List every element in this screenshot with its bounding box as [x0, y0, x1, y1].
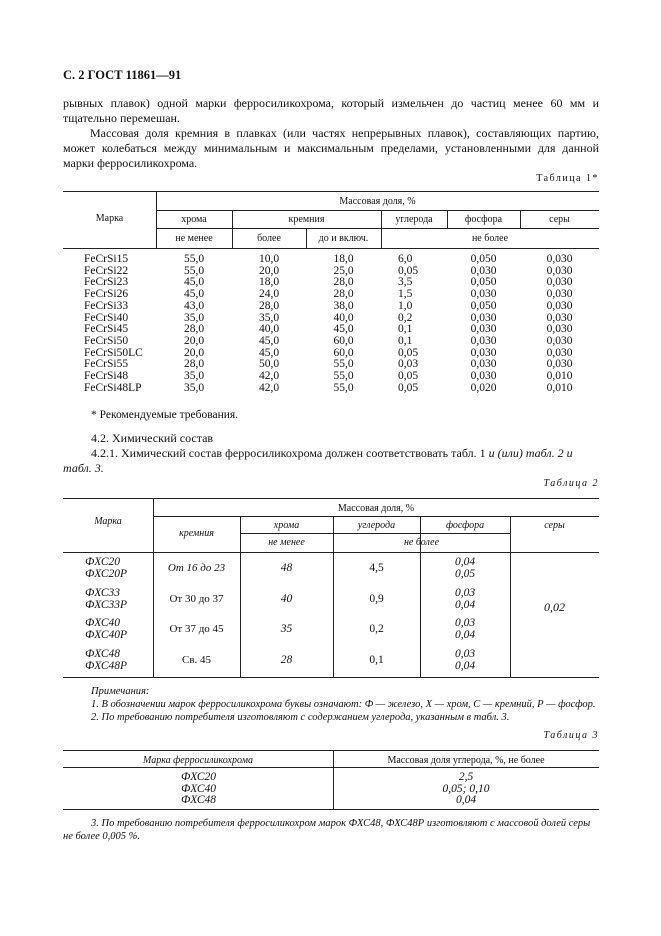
- t1-cell-si_to: 18,0: [333, 253, 354, 265]
- t2-mark: ФХС48Р: [85, 659, 128, 672]
- t2-phosphorus: 0,04: [454, 628, 476, 641]
- t1-cell-c: 0,05: [398, 346, 419, 359]
- t1-cell-si_to: 28,0: [333, 276, 354, 289]
- t2-mark: ФХС33: [85, 587, 121, 599]
- t1-header-upto: до и включ.: [318, 233, 369, 244]
- t1-cell-p: 0,050: [470, 253, 497, 265]
- t1-cell-c: 3,5: [398, 276, 413, 289]
- t2-header-carbon: углерода: [357, 520, 396, 531]
- t1-cell-mark: FeCrSi33: [84, 299, 129, 312]
- intro-line: Массовая доля кремния в плавках (или частях непрерывных плавок), составляющих партию,: [90, 126, 599, 140]
- t1-cell-mark: FeCrSi23: [84, 276, 129, 289]
- t2-mark: ФХС20: [85, 556, 121, 568]
- notes-title: Примечания:: [91, 686, 150, 697]
- t1-header-phosphorus: фосфора: [464, 214, 503, 225]
- t1-cell-p: 0,030: [470, 358, 497, 371]
- t2-header-not-less: не менее: [268, 537, 305, 548]
- t1-cell-si_from: 50,0: [258, 358, 280, 371]
- t2-header-silicon: кремния: [179, 528, 214, 539]
- t1-header-mass: Массовая доля, %: [339, 196, 416, 207]
- t1-cell-c: 1,5: [398, 288, 413, 301]
- t2-chromium: 28: [280, 654, 293, 666]
- t1-cell-si_to: 38,0: [333, 299, 354, 312]
- page-header: С. 2 ГОСТ 11861—91: [63, 68, 182, 82]
- t2-phosphorus: 0,03: [454, 617, 476, 629]
- intro-line: тщательно перемешан.: [63, 111, 180, 125]
- table3-caption: Таблица 3: [543, 730, 599, 741]
- t1-cell-c: 0,2: [398, 311, 413, 324]
- t2-header-mark: Марка: [94, 516, 122, 527]
- t1-cell-p: 0,030: [470, 288, 497, 301]
- t1-cell-mark: FeCrSi15: [84, 253, 129, 265]
- t1-cell-si_to: 55,0: [333, 370, 354, 382]
- t2-phosphorus: 0,03: [454, 587, 476, 599]
- t3-header-mark: Марка ферросиликохрома: [143, 755, 253, 766]
- t1-cell-cr: 55,0: [183, 253, 205, 265]
- t1-cell-p: 0,030: [470, 323, 497, 336]
- t2-header-chromium: хрома: [273, 520, 300, 531]
- intro-line: может колебаться между минимальным и максимальным пределами, установленными для данной: [63, 141, 599, 155]
- t3-header-carbon: Массовая доля углерода, %, не более: [387, 755, 545, 766]
- t2-mark: ФХС33Р: [85, 598, 128, 611]
- t1-cell-p: 0,030: [470, 346, 497, 359]
- t1-cell-si_from: 45,0: [258, 346, 280, 359]
- t1-cell-si_to: 28,0: [333, 288, 354, 301]
- t1-cell-si_to: 45,0: [333, 323, 354, 336]
- t1-cell-p: 0,050: [470, 276, 497, 289]
- t2-phosphorus: 0,04: [454, 556, 476, 568]
- t2-mark: ФХС40Р: [85, 628, 128, 641]
- table2-caption: Таблица 2: [543, 478, 599, 489]
- t2-phosphorus: 0,04: [454, 659, 476, 672]
- t1-cell-s: 0,010: [546, 381, 573, 394]
- t1-cell-s: 0,030: [546, 346, 573, 359]
- t1-cell-mark: FeCrSi26: [84, 288, 129, 301]
- t1-cell-si_from: 42,0: [258, 370, 280, 382]
- t1-cell-si_to: 25,0: [333, 264, 354, 277]
- t2-carbon: 0,1: [369, 654, 384, 666]
- t1-cell-s: 0,030: [546, 288, 573, 301]
- t3-mark: ФХС20: [181, 771, 217, 783]
- t2-mark: ФХС20Р: [85, 567, 128, 580]
- t1-cell-mark: FeCrSi55: [84, 358, 129, 371]
- t1-cell-c: 0,05: [398, 370, 419, 382]
- t1-cell-si_to: 60,0: [333, 334, 354, 347]
- t2-mark: ФХС48: [85, 648, 121, 660]
- t1-cell-s: 0,010: [546, 370, 573, 382]
- t2-silicon: От 16 до 23: [167, 562, 226, 574]
- t2-chromium: 48: [280, 562, 293, 574]
- t3-value: 0,04: [455, 794, 477, 807]
- t1-cell-p: 0,030: [470, 311, 497, 324]
- t1-cell-cr: 45,0: [183, 288, 205, 301]
- t1-cell-mark: FeCrSi22: [84, 264, 129, 277]
- t1-cell-c: 0,03: [398, 358, 419, 371]
- t1-cell-s: 0,030: [546, 358, 573, 371]
- t1-cell-si_to: 55,0: [333, 358, 354, 371]
- t1-cell-s: 0,030: [546, 264, 573, 277]
- t3-mark: ФХС48: [181, 794, 217, 807]
- t2-header-phosphorus: фосфора: [445, 520, 485, 531]
- t2-phosphorus: 0,05: [454, 567, 476, 580]
- t1-cell-s: 0,030: [546, 311, 573, 324]
- t2-silicon: От 37 до 45: [169, 623, 224, 635]
- t2-chromium: 40: [280, 593, 293, 605]
- t1-cell-s: 0,030: [546, 334, 573, 347]
- t2-mark: ФХС40: [85, 617, 121, 629]
- t1-header-silicon: кремния: [288, 214, 325, 225]
- t1-cell-si_to: 55,0: [333, 381, 354, 394]
- table1-footnote: * Рекомендуемые требования.: [91, 409, 239, 421]
- t1-cell-c: 1,0: [398, 299, 413, 312]
- section-text-b: и (или) табл. 2 и: [488, 446, 573, 460]
- t3-value: 0,05; 0,10: [442, 782, 490, 795]
- t1-cell-c: 0,1: [398, 334, 413, 347]
- t1-cell-si_to: 60,0: [333, 346, 354, 359]
- t1-header-not-less: не менее: [175, 233, 213, 244]
- t1-cell-mark: FeCrSi50LC: [84, 346, 143, 359]
- t1-cell-si_from: 28,0: [258, 299, 280, 312]
- t1-cell-si_from: 20,0: [258, 264, 280, 277]
- t1-header-mark: Марка: [95, 213, 124, 224]
- t1-cell-c: 0,1: [398, 323, 413, 336]
- t1-cell-cr: 20,0: [183, 334, 205, 347]
- t2-silicon: Св. 45: [181, 654, 212, 666]
- t1-cell-c: 0,05: [398, 381, 419, 394]
- t2-phosphorus: 0,04: [454, 598, 476, 611]
- t1-cell-mark: FeCrSi48LP: [84, 381, 142, 394]
- t1-cell-mark: FeCrSi45: [84, 323, 129, 336]
- t1-cell-cr: 35,0: [183, 311, 205, 324]
- t2-header-mass: Массовая доля, %: [337, 503, 415, 514]
- t1-header-chromium: хрома: [181, 214, 207, 225]
- t1-cell-s: 0,030: [546, 253, 573, 265]
- t1-cell-si_from: 24,0: [258, 288, 280, 301]
- note-3-line2: не более 0,005 %.: [63, 831, 141, 842]
- t1-cell-cr: 35,0: [183, 370, 205, 382]
- t2-sulfur-value: 0,02: [544, 600, 565, 614]
- t1-cell-s: 0,030: [546, 299, 573, 312]
- note-3-line1: 3. По требованию потребителя ферросиликохром марок ФХС48, ФХС48Р изготовляют с массовой долей серы: [91, 818, 591, 829]
- t1-cell-p: 0,050: [470, 299, 497, 312]
- t1-cell-cr: 20,0: [183, 346, 205, 359]
- t1-cell-cr: 43,0: [183, 299, 205, 312]
- t2-chromium: 35: [280, 623, 293, 635]
- t1-cell-si_from: 45,0: [258, 334, 280, 347]
- section-text-line2: табл. 3.: [63, 461, 104, 475]
- t1-header-not-more: не более: [471, 233, 509, 244]
- t1-cell-cr: 28,0: [183, 358, 205, 371]
- t1-cell-cr: 28,0: [183, 323, 205, 336]
- t2-carbon: 0,2: [369, 623, 384, 635]
- t2-header-not-more: не более: [403, 537, 440, 548]
- t1-cell-p: 0,030: [470, 334, 497, 347]
- t1-cell-p: 0,030: [470, 264, 497, 277]
- section-text-line1: [91, 446, 599, 461]
- t1-cell-mark: FeCrSi40: [84, 311, 129, 324]
- note-2: 2. По требованию потребителя изготовляют с содержанием углерода, указанным в табл. 3.: [91, 712, 510, 723]
- t2-phosphorus: 0,03: [454, 648, 476, 660]
- t1-header-more: более: [257, 233, 281, 244]
- t3-value: 2,5: [458, 771, 474, 783]
- t1-cell-s: 0,030: [546, 323, 573, 336]
- t1-cell-c: 6,0: [398, 253, 413, 265]
- t1-cell-si_to: 40,0: [333, 311, 354, 324]
- intro-line: марки ферросиликохрома.: [63, 156, 198, 170]
- t1-cell-cr: 45,0: [183, 276, 205, 289]
- t2-carbon: 4,5: [369, 562, 384, 574]
- t2-silicon: От 30 до 37: [169, 593, 224, 605]
- t2-carbon: 0,9: [369, 593, 384, 605]
- t1-header-sulfur: серы: [549, 214, 570, 225]
- t1-cell-s: 0,030: [546, 276, 573, 289]
- table1-caption: Таблица 1*: [536, 173, 599, 184]
- t1-cell-si_from: 18,0: [258, 276, 280, 289]
- t1-cell-si_from: 10,0: [258, 253, 280, 265]
- t3-mark: ФХС40: [181, 782, 217, 795]
- note-1: 1. В обозначении марок ферросиликохрома буквы означают: Ф — железо, Х — хром, С — кремний, Р — фосфор.: [91, 699, 596, 710]
- t1-header-carbon: углерода: [395, 214, 433, 225]
- t1-cell-cr: 35,0: [183, 381, 205, 394]
- t1-cell-p: 0,030: [470, 370, 497, 382]
- t1-cell-mark: FeCrSi48: [84, 370, 129, 382]
- section-title: 4.2. Химический состав: [91, 431, 214, 445]
- t1-cell-mark: FeCrSi50: [84, 334, 129, 347]
- intro-line: рывных плавок) одной марки ферросиликохрома, который измельчен до частиц менее 60 мм и: [63, 96, 599, 110]
- t2-header-sulfur: серы: [544, 520, 565, 531]
- t1-cell-cr: 55,0: [183, 264, 205, 277]
- t1-cell-si_from: 35,0: [258, 311, 280, 324]
- t1-cell-si_from: 40,0: [258, 323, 280, 336]
- section-text-a: 4.2.1. Химический состав ферросиликохрома должен соответствовать табл. 1: [91, 446, 489, 460]
- t1-cell-c: 0,05: [398, 264, 419, 277]
- t1-cell-si_from: 42,0: [258, 381, 280, 394]
- t1-cell-p: 0,020: [470, 381, 497, 394]
